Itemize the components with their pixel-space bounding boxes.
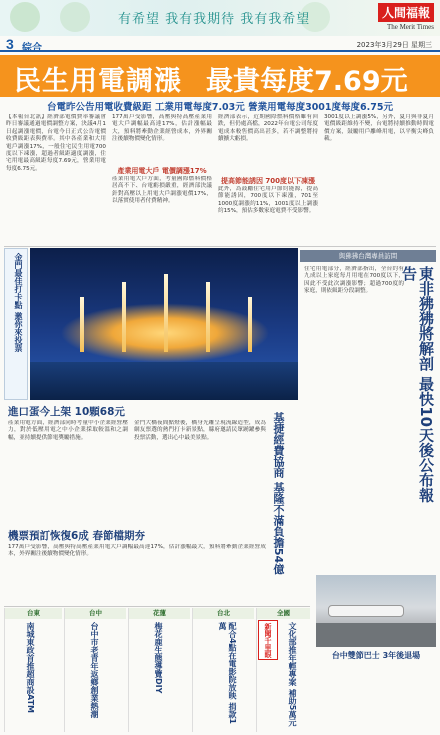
region-column	[192, 608, 254, 732]
egg-headline: 進口蛋今上架 10顆68元	[8, 406, 125, 418]
banner-tree-icon	[60, 2, 90, 32]
feature-headline: 東非狒狒將解剖 最快10天後公布報告	[400, 266, 435, 503]
divider	[4, 606, 310, 607]
page-number: 3	[6, 36, 14, 52]
main-headline: 民生用電調漲	[14, 66, 182, 97]
bridge-spire	[80, 297, 84, 352]
region-name: 台東	[5, 608, 62, 619]
banner-tree-icon	[10, 2, 40, 32]
mid-story-headline: 基捷經費協商 基隆不滿負擔54億	[272, 412, 285, 575]
article-column: 177萬戶受影響，高壓與特高壓產業用電大戶調幅最高達17%，估計漲幅最大，預料將牽動企業經營成本，外界關注後續物價變化情形。	[8, 544, 266, 558]
headline-highlight: 最貴每度7.69元	[206, 66, 408, 97]
bus-photo	[316, 575, 436, 647]
subheadline: 提高節能誘因 700度以下凍漲	[220, 177, 316, 185]
main-headline-bar	[0, 55, 440, 97]
news-eye-label: 新聞千里眼	[264, 623, 272, 658]
article-column: 177萬戶受影響，高壓與特高壓產業用電大戶調幅最高達17%，估計漲幅最大，預料將牽動企業經營成本，外界關注後續物價變化情形。	[112, 114, 212, 143]
region-name: 台中	[65, 608, 126, 619]
region-column	[4, 608, 62, 732]
feature-tag: 與狒狒台灣專員訪問	[300, 250, 436, 262]
region-headline: 配合4點在電影院放映 捐款1萬	[218, 622, 237, 724]
article-column: 產業用電大戶方面，考量國際燃料價格居高不下、台電虧損嚴重，經濟部決議針對高壓以上用電大戶調漲電價17%，以落實使用者付費精神。	[112, 176, 212, 205]
bridge-photo	[30, 248, 298, 400]
article-column: 產業用電方面，經濟部同時考量中小企業經營壓力，對於低壓用電之中小企業採取較溫和之調幅，並持續提供節電獎勵措施。	[8, 420, 128, 441]
photo-caption-box	[4, 248, 28, 400]
region-name: 全國	[257, 608, 310, 619]
section-name: 綜合	[22, 43, 42, 54]
ticket-headline: 機票預訂恢復6成 春節檔期夯	[8, 530, 145, 542]
bus-shape	[328, 605, 404, 617]
issue-date: 2023年3月29日 星期三	[356, 41, 432, 49]
region-headline: 台中市老青年返鄉創業熱潮	[90, 622, 99, 718]
bridge-spire	[164, 274, 168, 352]
bridge-spire	[122, 282, 126, 352]
feature-story	[300, 250, 436, 600]
region-column	[128, 608, 190, 732]
region-name: 花蓮	[129, 608, 190, 619]
headline-subhead: 台電昨公告用電收費級距 工業用電每度7.03元 營業用電每度3001度每度6.75元	[47, 102, 393, 113]
region-column	[64, 608, 126, 732]
subheadline: 產業用電大戶 電價調漲17%	[117, 167, 207, 175]
photo-title: 金門最佳打卡點 邀你來投票	[14, 253, 23, 352]
region-headline: 南城東政首推超商設ATM	[26, 622, 35, 713]
bridge-spire	[206, 282, 210, 352]
article-column: 3001度以上調漲5%，另外，夏月與非夏月電價級距維持不變，台電將持續推動時間電價方案，鼓勵用戶離峰用電，以平衡尖峰負載。	[324, 114, 434, 143]
article-column: 此外，為鼓勵住宅用戶節約能源，提高節能誘因，700度以下凍漲，701至1000度調漲約11%，1001度以上調漲約15%，預估多數家庭電費不受影響。	[218, 186, 318, 215]
brand-logo	[378, 3, 434, 31]
bridge-spire	[248, 297, 252, 352]
article-column: 【本報台北訊】經濟部電價費率審議會昨日審議通過電價調整方案，決議4月1日起調漲電價，台電今日正式公告電價收費級距表與費率。其中各產業和大用電戶調漲17%，一般住宅民生用電700度以下凍漲，超過者級距適度調漲，住宅用電最高級距每度7.69元，營業用電每度6.75元。	[6, 114, 106, 172]
divider	[4, 246, 436, 247]
region-headline: 文化部推年輕專案 補助5萬元	[288, 622, 297, 727]
article-column: 住宅用電部分，經濟部指出，全台約有九成以上家庭每月用電在700度以下，因此不受此次調漲影響；超過700度的家庭，則依級距分段調整。	[304, 266, 404, 295]
news-eye-box	[258, 620, 278, 660]
brand-name-en: The Merit Times	[386, 23, 434, 31]
road-shape	[316, 623, 436, 647]
top-banner	[0, 0, 440, 36]
water-reflection	[30, 362, 298, 400]
brand-name-zh: 人間福報	[378, 3, 434, 22]
banner-slogan: 有希望 我有我期待 我有我希望	[118, 12, 311, 27]
bus-photo-caption: 台中雙節巴士 3年後退場	[331, 651, 421, 660]
article-column: 金門大橋夜間點燈後，橋身光雕呈現流線造型，成為網友票選的熱門打卡新景點，縣府邀請民眾踴躍參與投票活動，選出心中最美景點。	[134, 420, 266, 441]
region-headline: 梅花鹿生態導覽DIY	[154, 622, 163, 694]
region-name: 台北	[193, 608, 254, 619]
article-column: 經濟部表示，近期國際燃料價格雖有回跌，但仍處高檔，2022年台電公司每度電成本較售價高出甚多，若不調整將持續擴大虧損。	[218, 114, 318, 143]
